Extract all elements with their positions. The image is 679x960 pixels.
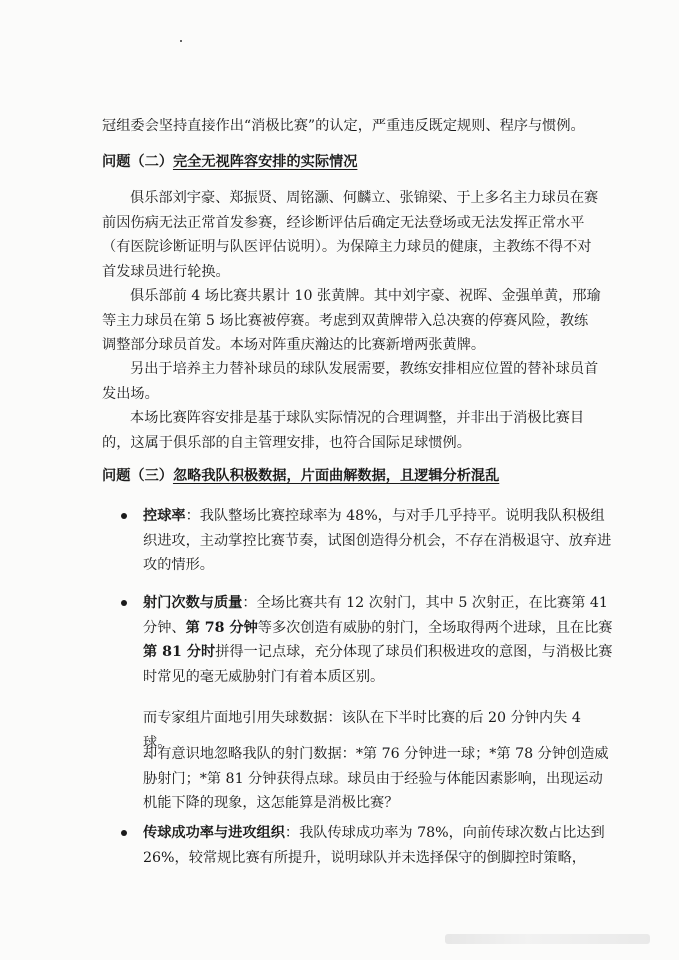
bullet-icon	[121, 513, 127, 519]
scan-artifact	[445, 934, 650, 944]
bullet-passing-text: ：我队传球成功率为 78%，向前传球次数占比达到 26%，较常规比赛有所提升，说明球队并未选择保守的倒脚控时策略，	[143, 825, 605, 866]
bullet-passing	[143, 821, 613, 870]
section-2-paragraph-3: 另出于培养主力替补球员的球队发展需要，教练安排相应位置的替补球员首发出场。	[102, 361, 599, 402]
section-2-paragraph-2: 俱乐部前 4 场比赛共累计 10 张黄牌。其中刘宇豪、祝晖、金强单黄，邢瑜等主力球员在第 5 场比赛被停赛。考虑到双黄牌带入总决赛的停赛风险，教练调整部分球员首发。本场对阵重庆瀚达的比赛新增两张黄牌。	[102, 288, 601, 353]
expert-conceded-note: 而专家组片面地引用失球数据：该队在下半时比赛的后 20 分钟内失 4 球。	[143, 710, 581, 751]
section-3-title: 忽略我队积极数据，片面曲解数据，且逻辑分析混乱	[172, 468, 500, 484]
section-2-title: 完全无视阵容安排的实际情况	[172, 154, 358, 170]
section-2-paragraph-1: 俱乐部刘宇豪、郑振贤、周铭灏、何麟立、张锦梁、于上多名主力球员在赛前因伤病无法正常首发参赛，经诊断评估后确定无法登场或无法发挥正常水平（有医院诊断证明与队医评估说明）。为保障主力球员的健康，主教练不得不对首发球员进行轮换。	[102, 190, 599, 280]
bullet-possession	[143, 504, 613, 578]
bullet-icon	[121, 830, 127, 836]
section-3-prefix: 问题（三）	[102, 468, 173, 484]
section-2-heading	[102, 150, 622, 174]
bullet-icon	[121, 600, 127, 606]
bullet-shots-label: 射门次数与质量	[143, 595, 243, 611]
bullet-passing-label: 传球成功率与进攻组织	[143, 825, 285, 841]
section-3-heading	[102, 464, 622, 488]
paragraph-top: 冠组委会坚持直接作出“消极比赛”的认定，严重违反既定规则、程序与惯例。	[102, 118, 585, 134]
bullet-shots: 射门次数与质量：全场比赛共有 12 次射门，其中 5 次射正，在比赛第 41 分钟、第 78 分钟等多次创造有威胁的射门，全场取得两个进球，且在比赛第 81 分时拼得一记点球，充分体现了球员们积极进攻的意图，与消极比赛时常见的毫无威胁射门有着本质区别。	[143, 595, 613, 685]
ignored-shots-note: 却有意识地忽略我队的射门数据：*第 76 分钟进一球；*第 78 分钟创造威胁射门；*第 81 分钟获得点球。球员由于经验与体能因素影响，出现运动机能下降的现象，这怎能算是消极比赛？	[143, 746, 609, 811]
bullet-possession-label: 控球率	[143, 508, 186, 524]
section-2-prefix: 问题（二）	[102, 154, 173, 170]
scan-speck	[180, 40, 182, 42]
bullet-possession-text: ：我队整场比赛控球率为 48%，与对手几乎持平。说明我队积极组织进攻，主动掌控比赛节奏，试图创造得分机会，不存在消极退守、放弃进攻的情形。	[143, 508, 612, 573]
section-2-paragraph-4: 本场比赛阵容安排是基于球队实际情况的合理调整，并非出于消极比赛目的，这属于俱乐部的自主管理安排，也符合国际足球惯例。	[102, 410, 585, 451]
